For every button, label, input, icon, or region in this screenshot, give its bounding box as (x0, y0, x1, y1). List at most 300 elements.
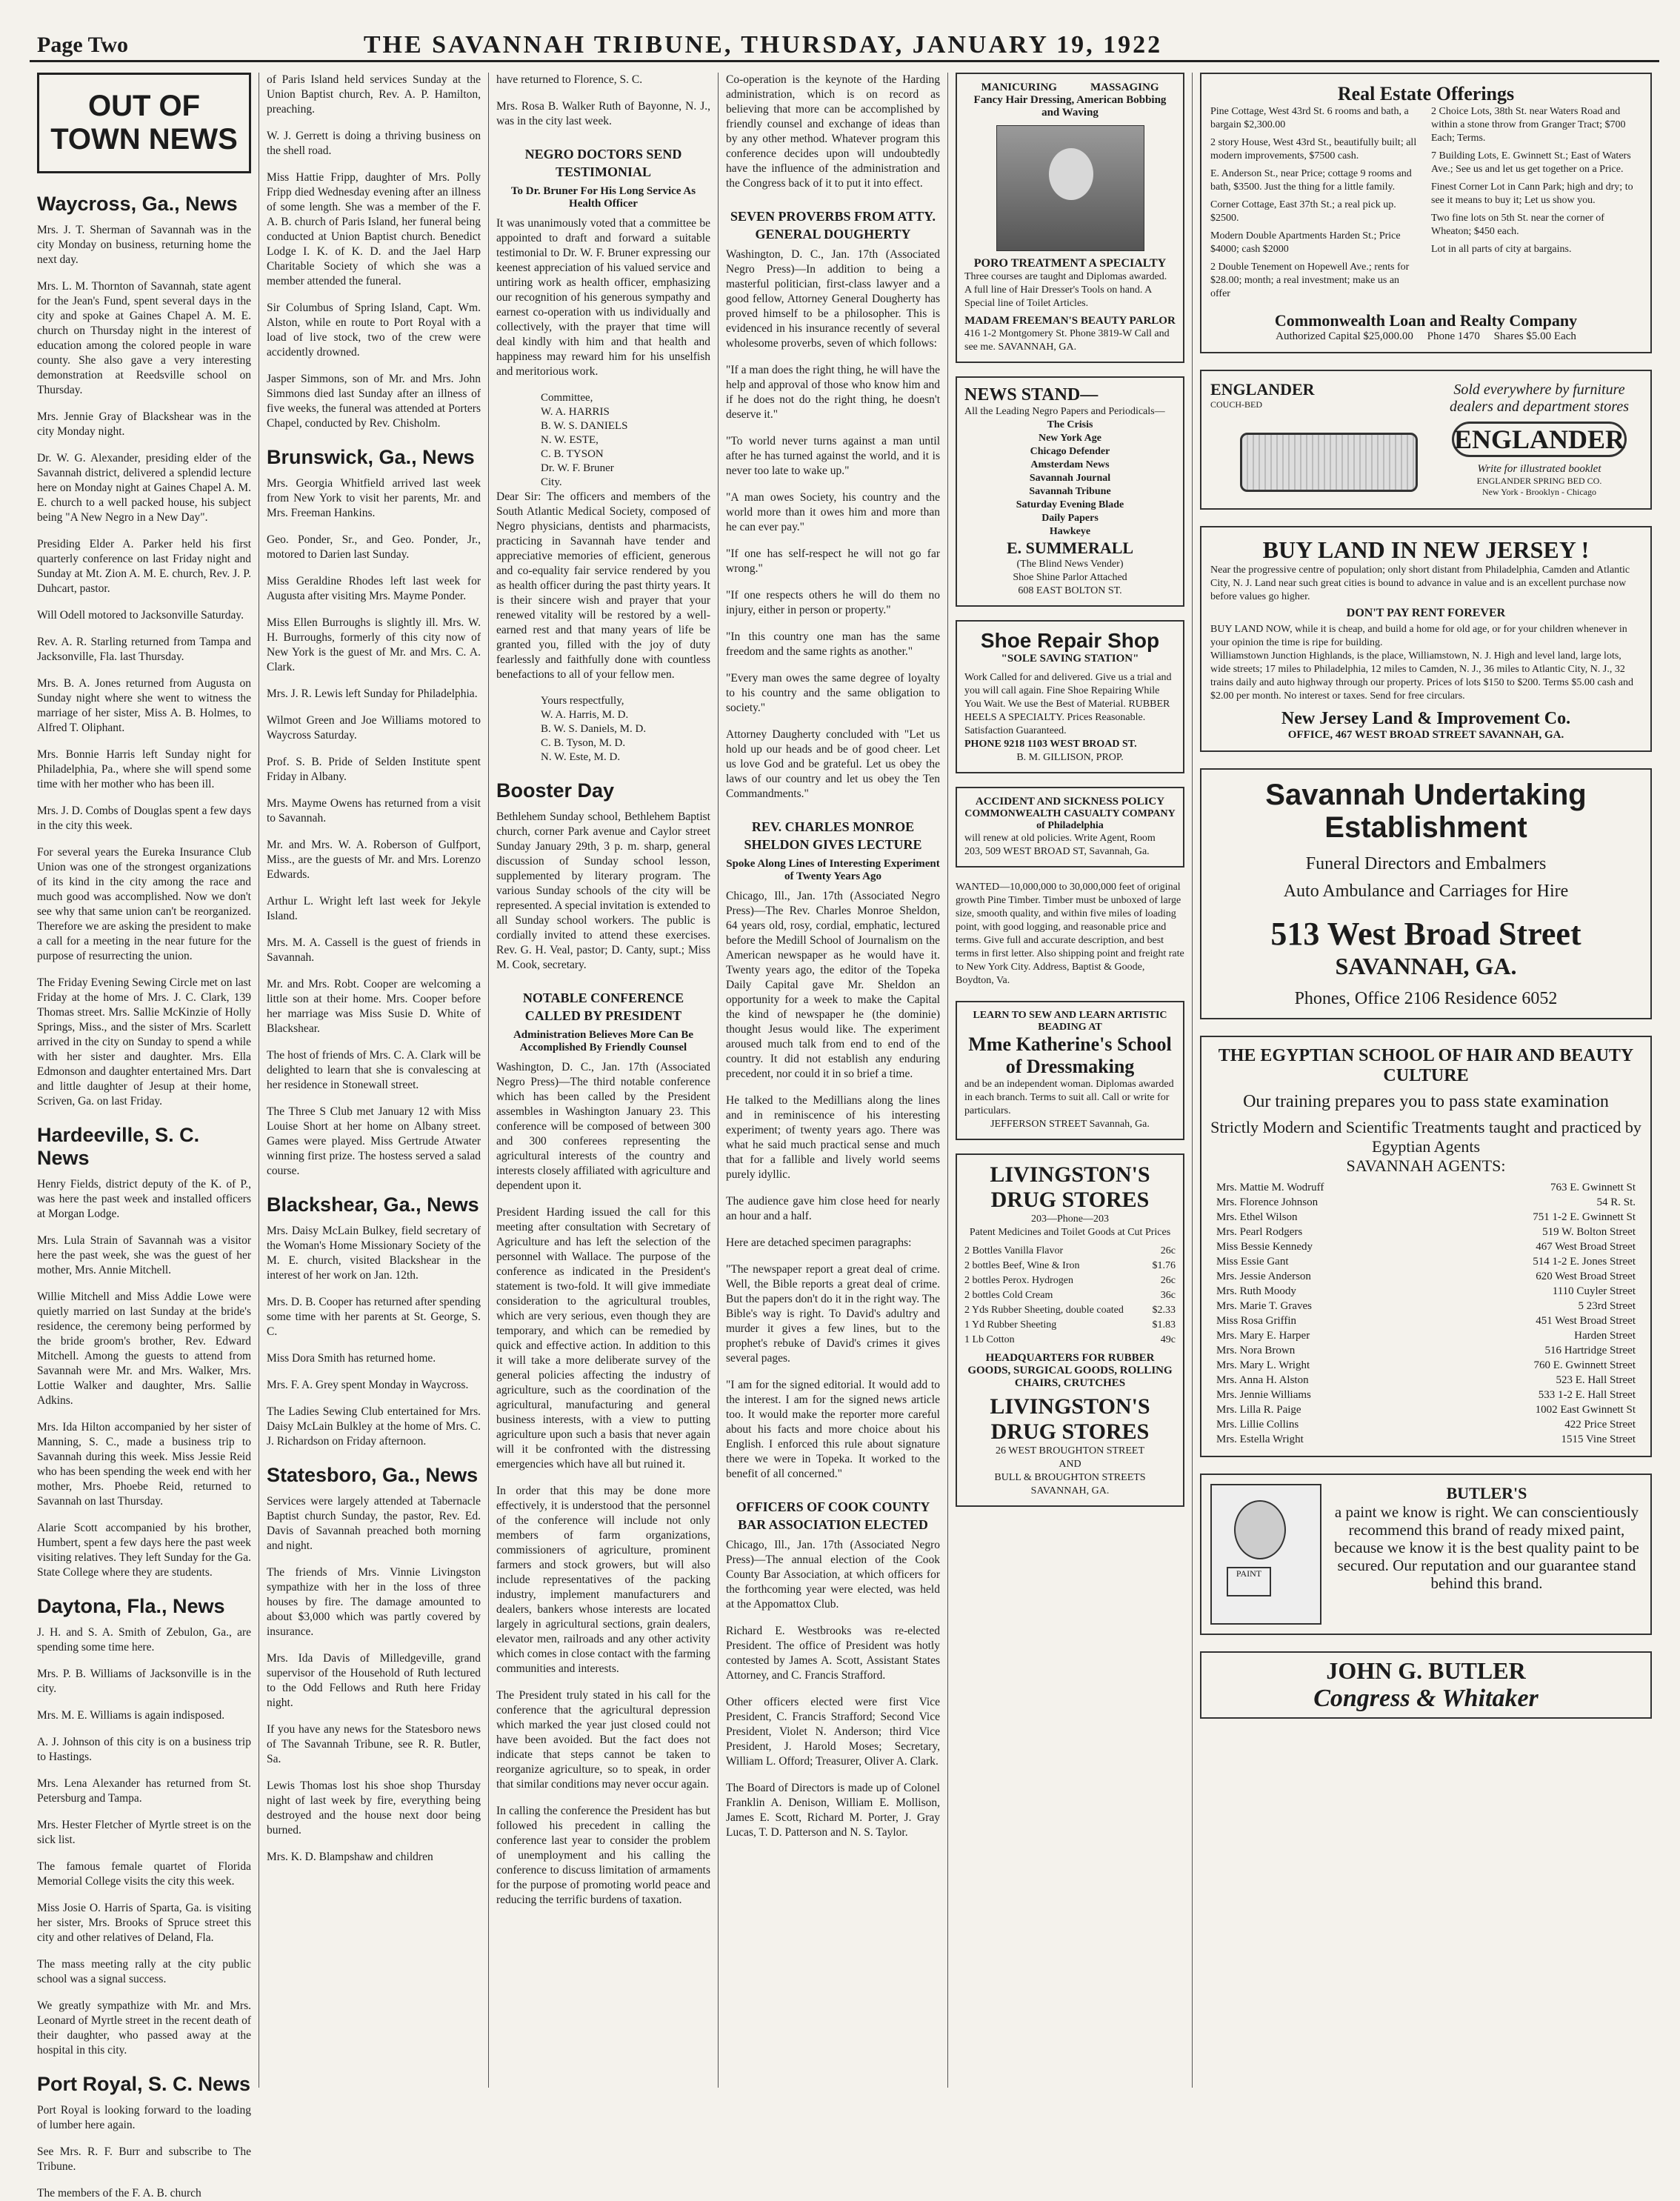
drug-city: SAVANNAH, GA. (1030, 1485, 1110, 1496)
paragraph: "In this country one man has the same freedom and the same rights as another." (726, 630, 940, 658)
shoe-text: Work Called for and delivered. Give us a trial and you will call again. Fine Shoe Repairing While You Wait. We use the Best of Material. RUBBER HEELS A SPECIALTY. Prices Reasonable. Satisfaction Guaranteed. (964, 672, 1172, 736)
paragraph: Washington, D. C., Jan. 17th (Associated Negro Press)—In addition to being a masterful politician, first-class lawyer and a good fellow, Attorney General Dougherty has proved himself to be a philosopher. This is evidenced in his insurance recently of several wholesome proverbs, seven of which follows: (726, 248, 940, 350)
paragraph: Mrs. Lena Alexander has returned from St. Petersburg and Tampa. (37, 1777, 251, 1805)
item-name: 2 bottles Beef, Wine & Iron (964, 1260, 1080, 1271)
land-sub: DON'T PAY RENT FOREVER (1346, 607, 1506, 619)
agent-address: Harden Street (1574, 1330, 1636, 1342)
agent-name: Mrs. Mary L. Wright (1216, 1359, 1310, 1371)
price-row (964, 1244, 1176, 1259)
paragraph: Lewis Thomas lost his shoe shop Thursday night of last week by fire, everything being destroyed and the house next door being burned. (267, 1779, 481, 1837)
article (726, 818, 940, 1482)
agent-name: Mrs. Ruth Moody (1216, 1285, 1296, 1297)
paragraph: Chicago, Ill., Jan. 17th (Associated Negro Press)—The Rev. Charles Monroe Sheldon, 64 years old, rosy, cordial, emphatic, lectured before the Medill School of Journalism on the American newspaper as he would have it. Twenty years ago, the editor of the Topeka Daily Capital gave Mr. Sheldon an opportunity for a week to make the Capital the kind of newspaper he (the dominie) thought Jesus would like. The experiment aroused much talk from end to end of the country. It did not establish any enduring precedent, nor could it in so brief a time. (726, 890, 940, 1080)
paragraph: The Three S Club met January 12 with Miss Louise Short at her home on Albany street. Games were played. Miss Gertrude Atwater winning first prize. The hostess served a salad course. (267, 1105, 481, 1177)
paragraph: Arthur L. Wright left last week for Jekyle Island. (267, 895, 481, 922)
paragraph: "I am for the signed editorial. It would add to the interest. I am for the signed news article too. It would make the reporter more careful about his facts and more choice about his English. I enforced this rule about signature there we were in Topeka. It worked to the benefit of all concerned." (726, 1379, 940, 1480)
paragraph: See Mrs. R. F. Burr and subscribe to The Tribune. (37, 2145, 251, 2173)
signature-line: W. A. Harris, M. D. (541, 709, 629, 721)
land-p2: BUY LAND NOW, while it is cheap, and build a home for old age, or for your children whenever in your opinion the time is ripe for building. (1210, 624, 1627, 648)
land-company: New Jersey Land & Improvement Co. (1281, 709, 1571, 728)
paragraph: Mrs. Jennie Gray of Blackshear was in the city Monday night. (37, 410, 251, 438)
article-headline: NOTABLE CONFERENCE CALLED BY PRESIDENT (522, 990, 684, 1023)
paper-title: The Crisis (1047, 419, 1093, 430)
signature-line: C. B. Tyson, M. D. (541, 737, 626, 749)
agent-name: Mrs. Estella Wright (1216, 1434, 1304, 1445)
real-estate-ad (1200, 73, 1652, 353)
paragraph: Mrs. Ida Hilton accompanied by her sister of Manning, S. C., made a business trip to Savannah during this week. Miss Jessie Reid who has been spending the week end with her mother, Mrs. Phoebe Reid, returned to Savannah on last Thursday. (37, 1421, 251, 1508)
paragraph: Dr. W. G. Alexander, presiding elder of the Savannah district, delivered a splendid lecture here on Monday night at Gaines Chapel A. M. E. church to a well packed house, his subject being "A New Negro in a New Day". (37, 452, 251, 524)
agent-name: Mrs. Anna H. Alston (1216, 1374, 1309, 1386)
signature-line: B. W. S. Daniels, M. D. (541, 723, 647, 735)
article-headline: OFFICERS OF COOK COUNTY BAR ASSOCIATION ELECTED (736, 1499, 930, 1532)
price-row (964, 1303, 1176, 1318)
paragraph: Miss Dora Smith has returned home. (267, 1352, 436, 1365)
listings-right (1431, 105, 1641, 305)
englander-left (1210, 380, 1425, 499)
portrait-photo (996, 125, 1144, 251)
paragraph: The mass meeting rally at the city public school was a signal success. (37, 1958, 251, 1985)
section-heading: Blackshear, Ga., News (267, 1193, 479, 1216)
price-row (964, 1259, 1176, 1273)
undertaking-city: SAVANNAH, GA. (1335, 953, 1517, 979)
butler-text: a paint we know is right. We can conscientiously recommend this brand of ready mixed paint, because we know it is the best quality paint to be secured. Our reputation and our guarantee stand behind this brand. (1334, 1503, 1639, 1592)
land-head: BUY LAND IN NEW JERSEY ! (1262, 536, 1590, 563)
paragraph: Mrs. Mayme Owens has returned from a visit to Savannah. (267, 797, 481, 825)
sew-head: LEARN TO SEW AND LEARN ARTISTIC BEADING AT (973, 1010, 1167, 1033)
agents-list (1210, 1180, 1641, 1447)
paper-title: Hawkeye (1049, 526, 1091, 537)
paragraph: Mrs. M. E. Williams is again indisposed. (37, 1709, 225, 1722)
new-jersey-land-ad (1200, 526, 1652, 752)
signature-line: City. (541, 476, 562, 488)
paragraph: "If a man does the right thing, he will have the help and approval of those who know him and if he does not do the right thing, he doesn't deserve it." (726, 364, 940, 421)
agent-name: Mrs. Lilla R. Paige (1216, 1404, 1301, 1416)
article (496, 145, 710, 490)
column-6-ads (1193, 73, 1659, 2088)
signature-line: C. B. TYSON (541, 448, 604, 460)
section-heading: Statesboro, Ga., News (267, 1464, 479, 1486)
agent-address: 760 E. Gwinnett Street (1533, 1359, 1636, 1371)
butler-name: JOHN G. BUTLER (1326, 1657, 1526, 1684)
paragraph: The Ladies Sewing Club entertained for Mrs. Daisy McLain Bulkley at the home of Mrs. C. J. Richardson on Friday afternoon. (267, 1405, 481, 1448)
paragraph: The President truly stated in his call for the conference that the agricultural depression which marked the year just closed could not have been avoided. But the fact does not indicate that steps cannot be taken to reorganize agriculture, so to speak, in order that similar conditions may never occur again. (496, 1689, 710, 1791)
newspaper-title: THE SAVANNAH TRIBUNE, THURSDAY, JANUARY 19, 1922 (363, 31, 1163, 59)
paragraph: Mrs. Georgia Whitfield arrived last week from New York to visit her parents, Mr. and Mrs. Freeman Hankins. (267, 477, 481, 519)
article-headline: REV. CHARLES MONROE SHELDON GIVES LECTURE (744, 819, 922, 852)
column-3 (489, 73, 719, 2088)
paper-title: New York Age (1038, 433, 1102, 444)
shoe-phone: PHONE 9218 1103 WEST BROAD ST. (964, 739, 1137, 750)
undertaking-l1: Funeral Directors and Embalmers (1305, 854, 1547, 873)
price-row (964, 1288, 1176, 1303)
listing: 2 story House, West 43rd St., beautifully built; all modern improvements, $7500 cash. (1210, 137, 1417, 162)
drug-and: AND (1059, 1459, 1081, 1470)
paragraph: Port Royal is looking forward to the loading of lumber here again. (37, 2104, 251, 2131)
paragraph: It was unanimously voted that a committee be appointed to draft and forward a suitable testimonial to Dr. W. F. Bruner expressing our keenest appreciation of his valued service and untiring work as health officer, emphasizing our recognition of his generous sympathy and earnest co-operation with us individually and collectively, with the prayer that time will deal kindly with him and that health and happiness may reward him for his unselfish and meritorious work. (496, 217, 710, 378)
agent-address: 5 23rd Street (1578, 1300, 1636, 1312)
out-of-town-banner: OUT OF TOWN NEWS (37, 73, 251, 173)
paragraph: Bethlehem Sunday school, Bethlehem Baptist church, corner Park avenue and Caylor street Sunday January 29th, 3 p. m. sharp, general discussion of Sunday school lesson, supplemented by literary program. The various Sunday schools of the city will be represented. A special invitation is extended to all Sunday school workers. The public is cordially invited to attend these exercises. Rev. G. H. Veal, pastor; D. Canty, supt.; Miss M. Cook, secretary. (496, 810, 710, 971)
article (37, 1595, 251, 2058)
listing: Finest Corner Lot in Cann Park; high and dry; to see it means to buy it; Let us show you. (1431, 182, 1633, 206)
agent-row (1210, 1239, 1641, 1254)
drug-head-2: LIVINGSTON'S DRUG STORES (990, 1394, 1150, 1444)
paragraph: Sir Columbus of Spring Island, Capt. Wm. Alston, while en route to Port Royal with a load of live stock, two of the crew were accidently drowned. (267, 302, 481, 359)
agent-name: Mrs. Mattie M. Wodruff (1216, 1182, 1324, 1193)
agent-name: Miss Bessie Kennedy (1216, 1241, 1313, 1253)
article (37, 2073, 251, 2201)
agent-row (1210, 1358, 1641, 1373)
paragraph: Alarie Scott accompanied by his brother, Humbert, spent a few days here the past week visiting relatives. They left Sunday for the Ga. State College where they are students. (37, 1522, 251, 1579)
item-name: 1 Yd Rubber Sheeting (964, 1319, 1057, 1331)
paragraph: Miss Ellen Burroughs is slightly ill. Mrs. W. H. Burroughs, formerly of this city now of New York is the guest of Mr. and Mrs. C. A. Clark. (267, 616, 481, 673)
column-1-sections (37, 193, 251, 2201)
article (726, 207, 940, 802)
manicure-text: Three courses are taught and Diplomas awarded. A full line of Hair Dresser's Tools on hand. A Special line of Toilet Articles. (964, 271, 1167, 309)
vender-role: (The Blind News Vender) (1016, 559, 1124, 570)
agent-row (1210, 1180, 1641, 1195)
paragraph: "A man owes Society, his country and the world more than it owes him and more than he can ever pay." (726, 491, 940, 533)
paragraph: Miss Hattie Fripp, daughter of Mrs. Polly Fripp died Wednesday evening after an illness of some length. She was a member of the F. A. B. church of Paris Island, her funeral being conducted at Union Baptist church. Benedict Lodge I. K. of K. D. and the Jael Harp Charitable Society of which she was a member attended the funeral. (267, 171, 481, 287)
paragraph: In calling the conference the President has but followed his precedent in calling the conference last year to consider the problem of unemployment and his calling the conference to discuss limitation of armaments for the purpose of promoting world peace and reducing the terrific burdens of taxation. (496, 1805, 710, 1906)
section-heading: Hardeeville, S. C. News (37, 1124, 200, 1169)
insurance-text: will renew at old policies. Write Agent, Room 203, 509 WEST BROAD ST, Savannah, Ga. (964, 833, 1156, 857)
paragraph: "If one has self-respect he will not go far wrong." (726, 547, 940, 575)
paragraph: If you have any news for the Statesboro news of The Savannah Tribune, see R. R. Butler, Sa. (267, 1723, 481, 1765)
real-estate-listings (1210, 105, 1641, 305)
paragraph: Mrs. Hester Fletcher of Myrtle street is on the sick list. (37, 1819, 251, 1846)
agent-row (1210, 1299, 1641, 1313)
papers-list (964, 419, 1176, 539)
column-5-ads (948, 73, 1193, 2088)
sew-text: and be an independent woman. Diplomas awarded in each branch. Terms to suit all. Call or write for particulars. (964, 1079, 1174, 1116)
butler-paint-ad (1200, 1474, 1652, 1635)
paragraph: Attorney Daugherty concluded with "Let us hold up our heads and be of good cheer. Let us love God and be grateful. Let us obey the laws of our country and let us obey the Ten Commandments." (726, 728, 940, 800)
paragraph: The audience gave him close heed for nearly an hour and a half. (726, 1195, 940, 1222)
paragraph: Services were largely attended at Tabernacle Baptist church Sunday, the pastor, Rev. Ed. Davis of Savannah preached both morning and night. (267, 1495, 481, 1552)
listing: 2 Choice Lots, 38th St. near Waters Road and within a stone throw from Granger Tract; $700 Each; Terms. (1431, 106, 1626, 144)
item-price: $2.33 (1152, 1305, 1176, 1316)
agent-address: 533 1-2 E. Hall Street (1538, 1389, 1636, 1401)
manicure-head: MANICURING MASSAGING (981, 81, 1159, 93)
englander-sold: Sold everywhere by furniture dealers and department stores (1449, 382, 1629, 415)
agent-row (1210, 1195, 1641, 1210)
paragraph: of Paris Island held services Sunday at the Union Baptist church, Rev. A. P. Hamilton, preaching. (267, 73, 481, 116)
insurance-company: COMMONWEALTH CASUALTY COMPANY of Philadelphia (964, 808, 1176, 831)
article (726, 73, 940, 191)
agent-address: 620 West Broad Street (1536, 1271, 1636, 1282)
article (267, 73, 481, 431)
paragraph: Mrs. M. A. Cassell is the guest of friends in Savannah. (267, 936, 481, 964)
listing: Corner Cottage, East 37th St.; a real pick up. $2500. (1210, 199, 1396, 224)
column-4-sections (726, 73, 940, 1840)
price-row (964, 1333, 1176, 1348)
agent-name: Mrs. Mary E. Harper (1216, 1330, 1310, 1342)
englander-company: ENGLANDER SPRING BED CO. (1476, 476, 1602, 486)
paragraph: Mrs. Daisy McLain Bulkey, field secretary of the Woman's Home Missionary Society of the M. E. church, visited Blackshear in the interest of her work on Jan. 12th. (267, 1225, 481, 1282)
butler-address: Congress & Whitaker (1313, 1685, 1539, 1712)
paragraph: "If one respects others he will do them no injury, either in person or property." (726, 589, 940, 616)
paragraph: "To world never turns against a man until after he has turned against the world, and it is never too late to wake up." (726, 435, 940, 477)
listing: 2 Double Tenement on Hopewell Ave.; rents for $28.00; month; a real investment; make us an offer (1210, 262, 1410, 299)
agent-name: Miss Essie Gant (1216, 1256, 1289, 1268)
section-heading: Daytona, Fla., News (37, 1595, 225, 1617)
paragraph: The famous female quartet of Florida Memorial College visits the city this week. (37, 1860, 251, 1888)
agent-row (1210, 1225, 1641, 1239)
paragraph: Mrs. D. B. Cooper has returned after spending some time with her parents at St. George, S. C. (267, 1296, 481, 1338)
news-stand-sub: All the Leading Negro Papers and Periodicals— (964, 406, 1165, 417)
vender-address: 608 EAST BOLTON ST. (1018, 585, 1122, 596)
paragraph: Mrs. J. T. Sherman of Savannah was in the city Monday on business, returning home the next day. (37, 224, 251, 266)
column-1 (30, 73, 259, 2200)
listings-left (1210, 105, 1421, 305)
land-address: OFFICE, 467 WEST BROAD STREET SAVANNAH, GA. (1287, 729, 1564, 741)
paragraph: J. H. and S. A. Smith of Zebulon, Ga., are spending some time here. (37, 1626, 251, 1654)
listing: E. Anderson St., near Price; cottage 9 rooms and bath, $3500. Just the thing for a little family. (1210, 168, 1412, 193)
paragraph: Co-operation is the keynote of the Harding administration, which is on record as believing that more can be accomplished by friendly counsel and exchange of ideas than by any other method. Whatever program this conference decides upon will undoubtedly have the influence of the administration and the Congress back of it to put it into effect. (726, 73, 940, 190)
paragraph: The members of the F. A. B. church (37, 2187, 201, 2200)
article-subhead: Administration Believes More Can Be Accomplished By Friendly Counsel (513, 1029, 694, 1053)
section-heading: Waycross, Ga., News (37, 193, 238, 215)
agent-name: Mrs. Jessie Anderson (1216, 1271, 1311, 1282)
agent-row (1210, 1254, 1641, 1269)
paragraph: Mrs. J. D. Combs of Douglas spent a few days in the city this week. (37, 805, 251, 832)
article (496, 779, 710, 973)
item-price: 49c (1160, 1334, 1176, 1345)
masthead (30, 30, 1659, 62)
butler-footer (1200, 1651, 1652, 1719)
shine-parlor: Shoe Shine Parlor Attached (1013, 572, 1127, 583)
parlor-address: 416 1-2 Montgomery St. Phone 3819-W Call and see me. SAVANNAH, GA. (964, 328, 1170, 353)
section-heading: Brunswick, Ga., News (267, 446, 475, 468)
article-headline: SEVEN PROVERBS FROM ATTY. GENERAL DOUGHERTY (730, 209, 936, 242)
egypt-l2: Strictly Modern and Scientific Treatments taught and practiced by Egyptian Agents (1210, 1118, 1641, 1156)
paragraph: Mrs. F. A. Grey spent Monday in Waycross. (267, 1379, 469, 1391)
paragraph: Chicago, Ill., Jan. 17th (Associated Negro Press)—The annual election of the Cook County Bar Association, at which officers for the forthcoming year were elected, was held at the Appomattox Club. (726, 1539, 940, 1611)
item-name: 1 Lb Cotton (964, 1334, 1015, 1345)
agent-row (1210, 1388, 1641, 1402)
article (726, 1498, 940, 1840)
item-price: 36c (1160, 1290, 1176, 1301)
paragraph: Presiding Elder A. Parker held his first quarterly conference on last Friday night and Sunday at Mt. Zion A. M. E. church, Rev. J. P. Duhcart, pastor. (37, 538, 251, 595)
paragraph: Washington, D. C., Jan. 17th (Associated Negro Press)—The third notable conference which has been called by the President assembles in Washington January 23. This conference will be composed of between 300 and 300 conferees representing the agricultural interests of the country and interests closely affiliated with agriculture and dependent upon it. (496, 1061, 710, 1192)
agent-name: Mrs. Pearl Rodgers (1216, 1226, 1303, 1238)
paragraph: President Harding issued the call for this meeting after consultation with Secretary of Agriculture and has left the selection of the personnel with Wallace. The purpose of the conference as indicated in the President's statement is two-fold. It will give immediate consideration to the agricultural troubles, which are very serious, even though they are temporary, and which can be remedied by quick and effective action. In addition to this it will take a more deliberate survey of the general policies affecting the industry of agriculture, such as the coordination of the agricultural, manufacturing and general business interests, with a view to putting agriculture upon such a basis that never again will it be confronted with the distressing emergencies which have all but ruined it. (496, 1206, 710, 1471)
article (267, 1193, 481, 1449)
item-name: 2 Yds Rubber Sheeting, double coated (964, 1305, 1124, 1316)
paragraph: Henry Fields, district deputy of the K. of P., was here the past week and installed officers at Morgan Lodge. (37, 1178, 251, 1220)
shoe-repair-ad (956, 620, 1184, 773)
paragraph: Mrs. J. R. Lewis left Sunday for Philadelphia. (267, 687, 478, 700)
agent-address: 422 Price Street (1564, 1419, 1636, 1431)
column-3-sections (496, 73, 710, 1908)
paragraph: Prof. S. B. Pride of Selden Institute spent Friday in Albany. (267, 756, 481, 783)
englander-right (1437, 382, 1641, 498)
paragraph: Mrs. B. A. Jones returned from Augusta on Sunday night where she went to witness the marriage of her sister, Miss A. B. Holmes, to Alfred T. Oliphant. (37, 677, 251, 734)
article-subhead: Spoke Along Lines of Interesting Experiment of Twenty Years Ago (726, 858, 940, 882)
butler-text-block (1332, 1484, 1641, 1625)
agent-name: Mrs. Lillie Collins (1216, 1419, 1299, 1431)
agent-name: Miss Rosa Griffin (1216, 1315, 1297, 1327)
article (37, 193, 251, 1109)
item-price: $1.76 (1152, 1260, 1176, 1271)
paint-can-illustration (1210, 1484, 1321, 1625)
paragraph: Miss Josie O. Harris of Sparta, Ga. is visiting her sister, Mrs. Brooks of Spruce street this city and other relatives of Deland, Fla. (37, 1902, 251, 1944)
agent-name: Mrs. Nora Brown (1216, 1345, 1296, 1356)
signature-line: N. W. ESTE, (541, 434, 599, 446)
paragraph: Mrs. P. B. Williams of Jacksonville is in the city. (37, 1668, 251, 1695)
agent-address: 751 1-2 E. Gwinnett St (1533, 1211, 1636, 1223)
couch-bed-label: COUCH-BED (1210, 399, 1263, 410)
agent-row (1210, 1210, 1641, 1225)
paper-title: Chicago Defender (1030, 446, 1110, 457)
paragraph: Willie Mitchell and Miss Addie Lowe were quietly married on last Sunday at the bride's residence, the ceremony being performed by the bride groom's brother, Rev. Edward Mitchell. Among the guests to attend from Savannah were Mr. and Mrs. Walker, Mrs. Lottie Walker and daughter, Mrs. Sallie Adkins. (37, 1291, 251, 1407)
listing: Lot in all parts of city at bargains. (1431, 244, 1572, 255)
paragraph: W. J. Gerrett is doing a thriving business on the shell road. (267, 130, 481, 157)
englander-cities: New York - Brooklyn - Chicago (1481, 487, 1596, 497)
agent-row (1210, 1269, 1641, 1284)
paper-title: Amsterdam News (1030, 459, 1110, 470)
article (496, 490, 710, 765)
butler-brand: BUTLER'S (1446, 1484, 1527, 1502)
poro-treatment: PORO TREATMENT A SPECIALTY (973, 257, 1167, 270)
item-price: $1.83 (1152, 1319, 1176, 1331)
article (267, 446, 481, 1179)
paragraph: Mrs. Bonnie Harris left Sunday night for Philadelphia, Pa., where she will spend some time with her mother who has been ill. (37, 748, 251, 790)
paragraph: Mr. and Mrs. W. A. Roberson of Gulfport, Miss., are the guests of Mr. and Mrs. Lorenzo Edwards. (267, 839, 481, 881)
drug-phone: 203—Phone—203 (1031, 1213, 1109, 1225)
drug-store-ad (956, 1153, 1184, 1507)
paragraph: In order that this may be done more effectively, it is understood that the personnel of the conference will include not only members of farm organizations, commissioners of agriculture, prominent farmers and stock growers, but will also include representatives of the packing industry, implement manufacturers and dealers, bankers whose interests are located largely in agricultural sections, grain dealers, elevator men, railroads and any other activity which comes in close contact with the farming communities and interests. (496, 1485, 710, 1675)
drug-head: LIVINGSTON'S DRUG STORES (990, 1162, 1150, 1212)
paragraph: The friends of Mrs. Vinnie Livingston sympathize with her in the loss of three houses by fire. The damage amounted to about $3,000 which was partly covered by insurance. (267, 1566, 481, 1638)
signature-line: W. A. HARRIS (541, 406, 610, 418)
paragraph: Will Odell motored to Jacksonville Saturday. (37, 609, 244, 622)
listing: 7 Building Lots, E. Gwinnett St.; East of Waters Ave.; See us and let us get together on a Price. (1431, 150, 1631, 175)
agent-row (1210, 1417, 1641, 1432)
agent-row (1210, 1432, 1641, 1447)
paragraph: Geo. Ponder, Sr., and Geo. Ponder, Jr., motored to Darien last Sunday. (267, 533, 481, 561)
paragraph: The Board of Directors is made up of Colonel Franklin A. Denison, William E. Mollison, James E. Scott, Richard M. Porter, J. Gray Lucas, T. D. Patterson and N. S. Taylor. (726, 1782, 940, 1839)
article (267, 1464, 481, 1865)
egypt-l3: SAVANNAH AGENTS: (1346, 1156, 1506, 1175)
agent-address: 763 E. Gwinnett St (1550, 1182, 1636, 1193)
price-row (964, 1273, 1176, 1288)
news-stand-ad (956, 376, 1184, 607)
paragraph: Mrs. Rosa B. Walker Ruth of Bayonne, N. J., was in the city last week. (496, 100, 710, 127)
land-p1: Near the progressive centre of population; only short distant from Philadelphia, Camden and Atlantic City, N. J. Land near such great cities is bound to advance in value and is an excellent purchase now before values go higher. (1210, 565, 1630, 602)
paragraph: Mrs. K. D. Blampshaw and children (267, 1851, 433, 1863)
paragraph: Jasper Simmons, son of Mr. and Mrs. John Simmons died last Sunday after an illness of five weeks, the funeral was attended at Porters Chapel, conducted by Rev. Chisholm. (267, 373, 481, 430)
paragraph: The host of friends of Mrs. C. A. Clark will be delighted to learn that she is convalescing at her residence in Stonewall street. (267, 1049, 481, 1091)
signature-line: Committee, (541, 392, 593, 404)
agent-address: 516 Hartridge Street (1544, 1345, 1636, 1356)
agent-row (1210, 1343, 1641, 1358)
drug-address-1: 26 WEST BROUGHTON STREET (995, 1445, 1145, 1456)
paragraph: The Friday Evening Sewing Circle met on last Friday at the home of Mrs. J. C. Clark, 139 Thomas street. Mrs. Sallie McKinzie of Holly Springs, Miss., and the sister of Mrs. Scarlett arrived in the city on Sunday to spend a while with her sister and daughter. Mrs. Ella Edmonson and daughter entertained Mrs. Dart and little daughter of Jesup at their home, Scriven, Ga. on last Friday. (37, 976, 251, 1108)
egyptian-school-ad (1200, 1036, 1652, 1457)
paragraph: Other officers elected were first Vice President, C. Francis Strafford; Second Vice President, Violet N. Anderson; third Vice President, J. Harold Moses; Secretary, William L. Offord; Treasurer, Oliver A. Clark. (726, 1696, 940, 1768)
real-estate-head: Real Estate Offerings (1337, 83, 1515, 104)
undertaking-ad (1200, 768, 1652, 1019)
agent-address: 1110 Cuyler Street (1552, 1285, 1636, 1297)
realty-capital: Authorized Capital $25,000.00 Phone 1470 Shares $5.00 Each (1276, 330, 1576, 342)
column-2-sections (267, 73, 481, 1865)
agent-address: 451 West Broad Street (1536, 1315, 1636, 1327)
insurance-head: ACCIDENT AND SICKNESS POLICY (975, 796, 1165, 808)
undertaking-head: Savannah Undertaking Establishment (1265, 779, 1587, 844)
article-subhead: To Dr. Bruner For His Long Service As Health Officer (510, 185, 696, 210)
englander-logo: ENGLANDER (1452, 422, 1627, 457)
egypt-head: THE EGYPTIAN SCHOOL OF HAIR AND BEAUTY CULTURE (1218, 1046, 1634, 1085)
shoe-head: Shoe Repair Shop (980, 629, 1160, 652)
paragraph: Mrs. L. M. Thornton of Savannah, state agent for the Jean's Fund, spent several days in the city and spoke at Gaines Chapel A. M. E. church on Thursday night in the interest of education among the colored people in ware county. She also gave a very interesting demonstration at Reedsville school on Thursday. (37, 280, 251, 396)
listing: Two fine lots on 5th St. near the corner of Wheaton; $450 each. (1431, 213, 1604, 237)
dressmaking-ad (956, 1001, 1184, 1140)
school-name: Mme Katherine's School of Dressmaking (968, 1033, 1172, 1077)
undertaking-address: 513 West Broad Street (1270, 916, 1581, 952)
column-4 (719, 73, 948, 2088)
vender-name: E. SUMMERALL (1006, 539, 1134, 557)
shoe-sub: "SOLE SAVING STATION" (1001, 653, 1139, 665)
paragraph: He talked to the Medillians along the lines and in reminiscence of his interesting experiment; of twenty years ago. There was what he said much practical sense and much that for a fallible and lively world seems purely idyllic. (726, 1094, 940, 1181)
shoe-prop: B. M. GILLISON, PROP. (1016, 752, 1124, 763)
agent-address: 523 E. Hall Street (1556, 1374, 1636, 1386)
agent-row (1210, 1402, 1641, 1417)
listing: Pine Cottage, West 43rd St. 6 rooms and bath, a bargain $2,300.00 (1210, 106, 1409, 130)
paragraph: Mrs. Ida Davis of Milledgeville, grand supervisor of the Household of Ruth lectured to the Odd Fellows and Ruth here Friday night. (267, 1652, 481, 1709)
undertaking-phones: Phones, Office 2106 Residence 6052 (1294, 989, 1558, 1008)
item-name: 2 bottles Perox. Hydrogen (964, 1275, 1073, 1286)
agent-address: 1515 Vine Street (1561, 1434, 1636, 1445)
agent-name: Mrs. Florence Johnson (1216, 1196, 1319, 1208)
item-name: 2 Bottles Vanilla Flavor (964, 1245, 1064, 1256)
section-heading: Booster Day (496, 779, 615, 802)
signature-line: N. W. Este, M. D. (541, 751, 621, 763)
paragraph: We greatly sympathize with Mr. and Mrs. Leonard of Myrtle street in the recent death of their daughter, who passed away at the hospital in this city. (37, 1999, 251, 2057)
paragraph: Here are detached specimen paragraphs: (726, 1236, 912, 1249)
signature-line: B. W. S. DANIELS (541, 420, 628, 432)
land-p3: Williamstown Junction Highlands, is the place, Williamstown, N. J. High and level land, large lots, wide streets; 17 miles to Philadelphia, 12 miles to Camden, N. J., 36 miles to Atlantic City, N. J., 32 trains daily and auto highway through our property. Prices of lots $150 to $200. Terms $5.00 cash and $2.00 per month. No interest or taxes. Send for free circulars. (1210, 650, 1633, 702)
article-headline: NEGRO DOCTORS SEND TESTIMONIAL (524, 147, 682, 179)
paragraph: "The newspaper report a great deal of crime. Well, the Bible reports a great deal of crime. But the papers don't do it in the right way. The Bible's way is right. To David's adultry and murder it gives a few lines, but to the prophet's rebuke of David's crimes it gives several pages. (726, 1263, 940, 1365)
paragraph: have returned to Florence, S. C. (496, 73, 643, 86)
paragraph: Mrs. Lula Strain of Savannah was a visitor here the past week, she was the guest of her mother, Mrs. Annie Mitchell. (37, 1234, 251, 1276)
egypt-l1: Our training prepares you to pass state examination (1243, 1092, 1609, 1111)
timber-wanted: WANTED—10,000,000 to 30,000,000 feet of original growth Pine Timber. Timber must be unboxed of large size, smooth quality, and within five miles of loading point, with good logging, and reasonable price and terms. Give full and accurate description, and best terms in first letter. Also shipping point and freight rate to New York City. Address, Baptist & Goode, Boydton, Va. (956, 882, 1184, 986)
paper-title: Saturday Evening Blade (1016, 499, 1124, 510)
listing: Modern Double Apartments Harden St.; Price $4000; cash $2000 (1210, 230, 1401, 255)
agent-row (1210, 1373, 1641, 1388)
item-price: 26c (1160, 1275, 1176, 1286)
paragraph: For several years the Eureka Insurance Club Union was one of the strongest organizations of its kind in the city among the race and much good was accomplished. Now we don't see why that same union can't be reorganized. Therefore we are asking the president to make a call for a meeting in the near future for the purpose of resurrecting the union. (37, 846, 251, 962)
paragraph: A. J. Johnson of this city is on a business trip to Hastings. (37, 1736, 251, 1763)
agent-address: 467 West Broad Street (1536, 1241, 1636, 1253)
agent-address: 54 R. St. (1596, 1196, 1636, 1208)
englander-ad (1200, 370, 1652, 510)
manicure-sub: Fancy Hair Dressing, American Bobbing and Waving (973, 94, 1167, 119)
manicure-ad (956, 73, 1184, 363)
paper-title: Savannah Tribune (1029, 486, 1111, 497)
article (37, 1124, 251, 1580)
agent-address: 1002 East Gwinnett St (1535, 1404, 1636, 1416)
item-price: 26c (1160, 1245, 1176, 1256)
agent-name: Mrs. Jennie Williams (1216, 1389, 1311, 1401)
item-name: 2 bottles Cold Cream (964, 1290, 1053, 1301)
agent-row (1210, 1284, 1641, 1299)
signature-line: Dr. W. F. Bruner (541, 462, 614, 474)
couch-illustration (1210, 410, 1425, 499)
